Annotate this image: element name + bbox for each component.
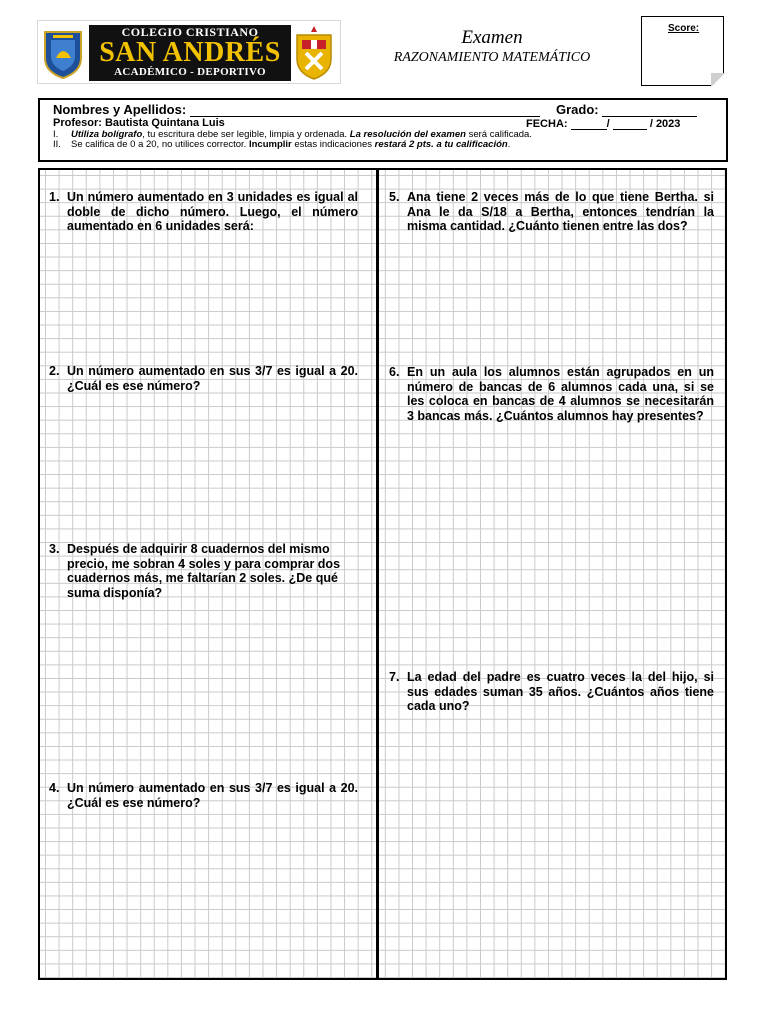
question-number: 4.: [49, 781, 60, 795]
rule-number: II.: [53, 139, 61, 150]
grade-field[interactable]: [602, 104, 697, 117]
question-7: [389, 670, 714, 714]
school-banner: [37, 20, 341, 84]
question-number: 3.: [49, 542, 60, 556]
question-6: [389, 365, 714, 423]
question-number: 5.: [389, 190, 400, 204]
school-line1: COLEGIO CRISTIANO: [121, 25, 259, 39]
exam-subject: RAZONAMIENTO MATEMÁTICO: [393, 50, 591, 65]
question-number: 6.: [389, 365, 400, 379]
rule-text: .: [507, 139, 511, 150]
rule-2: [53, 139, 510, 150]
date-separator: /: [606, 118, 610, 130]
rule-text: será calificada.: [468, 129, 532, 140]
date-year: 2023: [655, 118, 681, 130]
question-text: En un aula los alumnos están agrupados en un número de bancas de 6 alumnos cada una, si se les coloca en bancas de 4 alumnos se necesitarán 3 bancas más. ¿Cuántos alumnos hay presentes?: [407, 365, 714, 423]
rule-text: restará 2 pts. a tu calificación: [374, 139, 508, 150]
grade-row: [556, 102, 697, 117]
date-separator: /: [649, 118, 653, 130]
score-label: Score:: [668, 23, 700, 34]
name-row: [53, 102, 540, 117]
date-month-field[interactable]: [613, 117, 647, 130]
name-field[interactable]: [190, 104, 540, 117]
question-text: Un número aumentado en sus 3/7 es igual a 20. ¿Cuál es ese número?: [67, 364, 358, 393]
date-day-field[interactable]: [571, 117, 607, 130]
question-text: La edad del padre es cuatro veces la del hijo, si sus edades suman 35 años. ¿Cuántos años tiene cada uno?: [407, 670, 714, 713]
question-text: Un número aumentado en 3 unidades es igual al doble de dicho número. Luego, el número aumentado en 6 unidades será:: [67, 190, 358, 233]
question-1: [49, 190, 358, 234]
rule-text: Se califica de 0 a 20, no utilices corrector.: [71, 139, 247, 150]
rule-text: Utiliza bolígrafo: [71, 129, 143, 140]
rule-text: La resolución del examen: [349, 129, 466, 140]
question-5: [389, 190, 714, 234]
student-info-box: [38, 98, 728, 162]
school-line3: ACADÉMICO - DEPORTIVO: [114, 66, 266, 78]
score-box: [641, 16, 724, 86]
school-name: SAN ANDRÉS: [99, 37, 281, 68]
question-4: [49, 781, 358, 810]
grade-label: Grado:: [556, 102, 599, 117]
question-2: [49, 364, 358, 393]
question-number: 2.: [49, 364, 60, 378]
school-shield-right-icon: [294, 25, 334, 81]
page-fold-icon: [711, 73, 725, 87]
school-shield-left-icon: [41, 28, 85, 80]
date-row: [526, 117, 680, 130]
question-text: Ana tiene 2 veces más de lo que tiene Bertha. si Ana le da S/18 a Bertha, entonces tendrían la misma cantidad. ¿Cuánto tienen entre las dos?: [407, 190, 714, 233]
question-3: [49, 542, 358, 600]
rule-text: estas indicaciones: [294, 139, 373, 150]
question-number: 1.: [49, 190, 60, 204]
rule-number: I.: [53, 129, 59, 140]
exam-title: Examen: [461, 27, 523, 48]
question-text: Después de adquirir 8 cuadernos del mismo precio, me sobran 4 soles y para comprar dos cuadernos más, me faltarían 2 soles. ¿De qué suma disponía?: [67, 542, 341, 600]
teacher-name: Profesor: Bautista Quintana Luis: [53, 117, 225, 129]
school-logo: [89, 25, 291, 81]
rule-text: , tu escritura debe ser legible, limpia y ordenada.: [142, 129, 348, 140]
column-divider: [376, 170, 379, 978]
date-label: FECHA:: [526, 118, 568, 130]
name-label: Nombres y Apellidos:: [53, 102, 187, 117]
rule-text: Incumplir: [248, 139, 292, 150]
question-number: 7.: [389, 670, 400, 684]
question-text: Un número aumentado en sus 3/7 es igual a 20. ¿Cuál es ese número?: [67, 781, 358, 810]
